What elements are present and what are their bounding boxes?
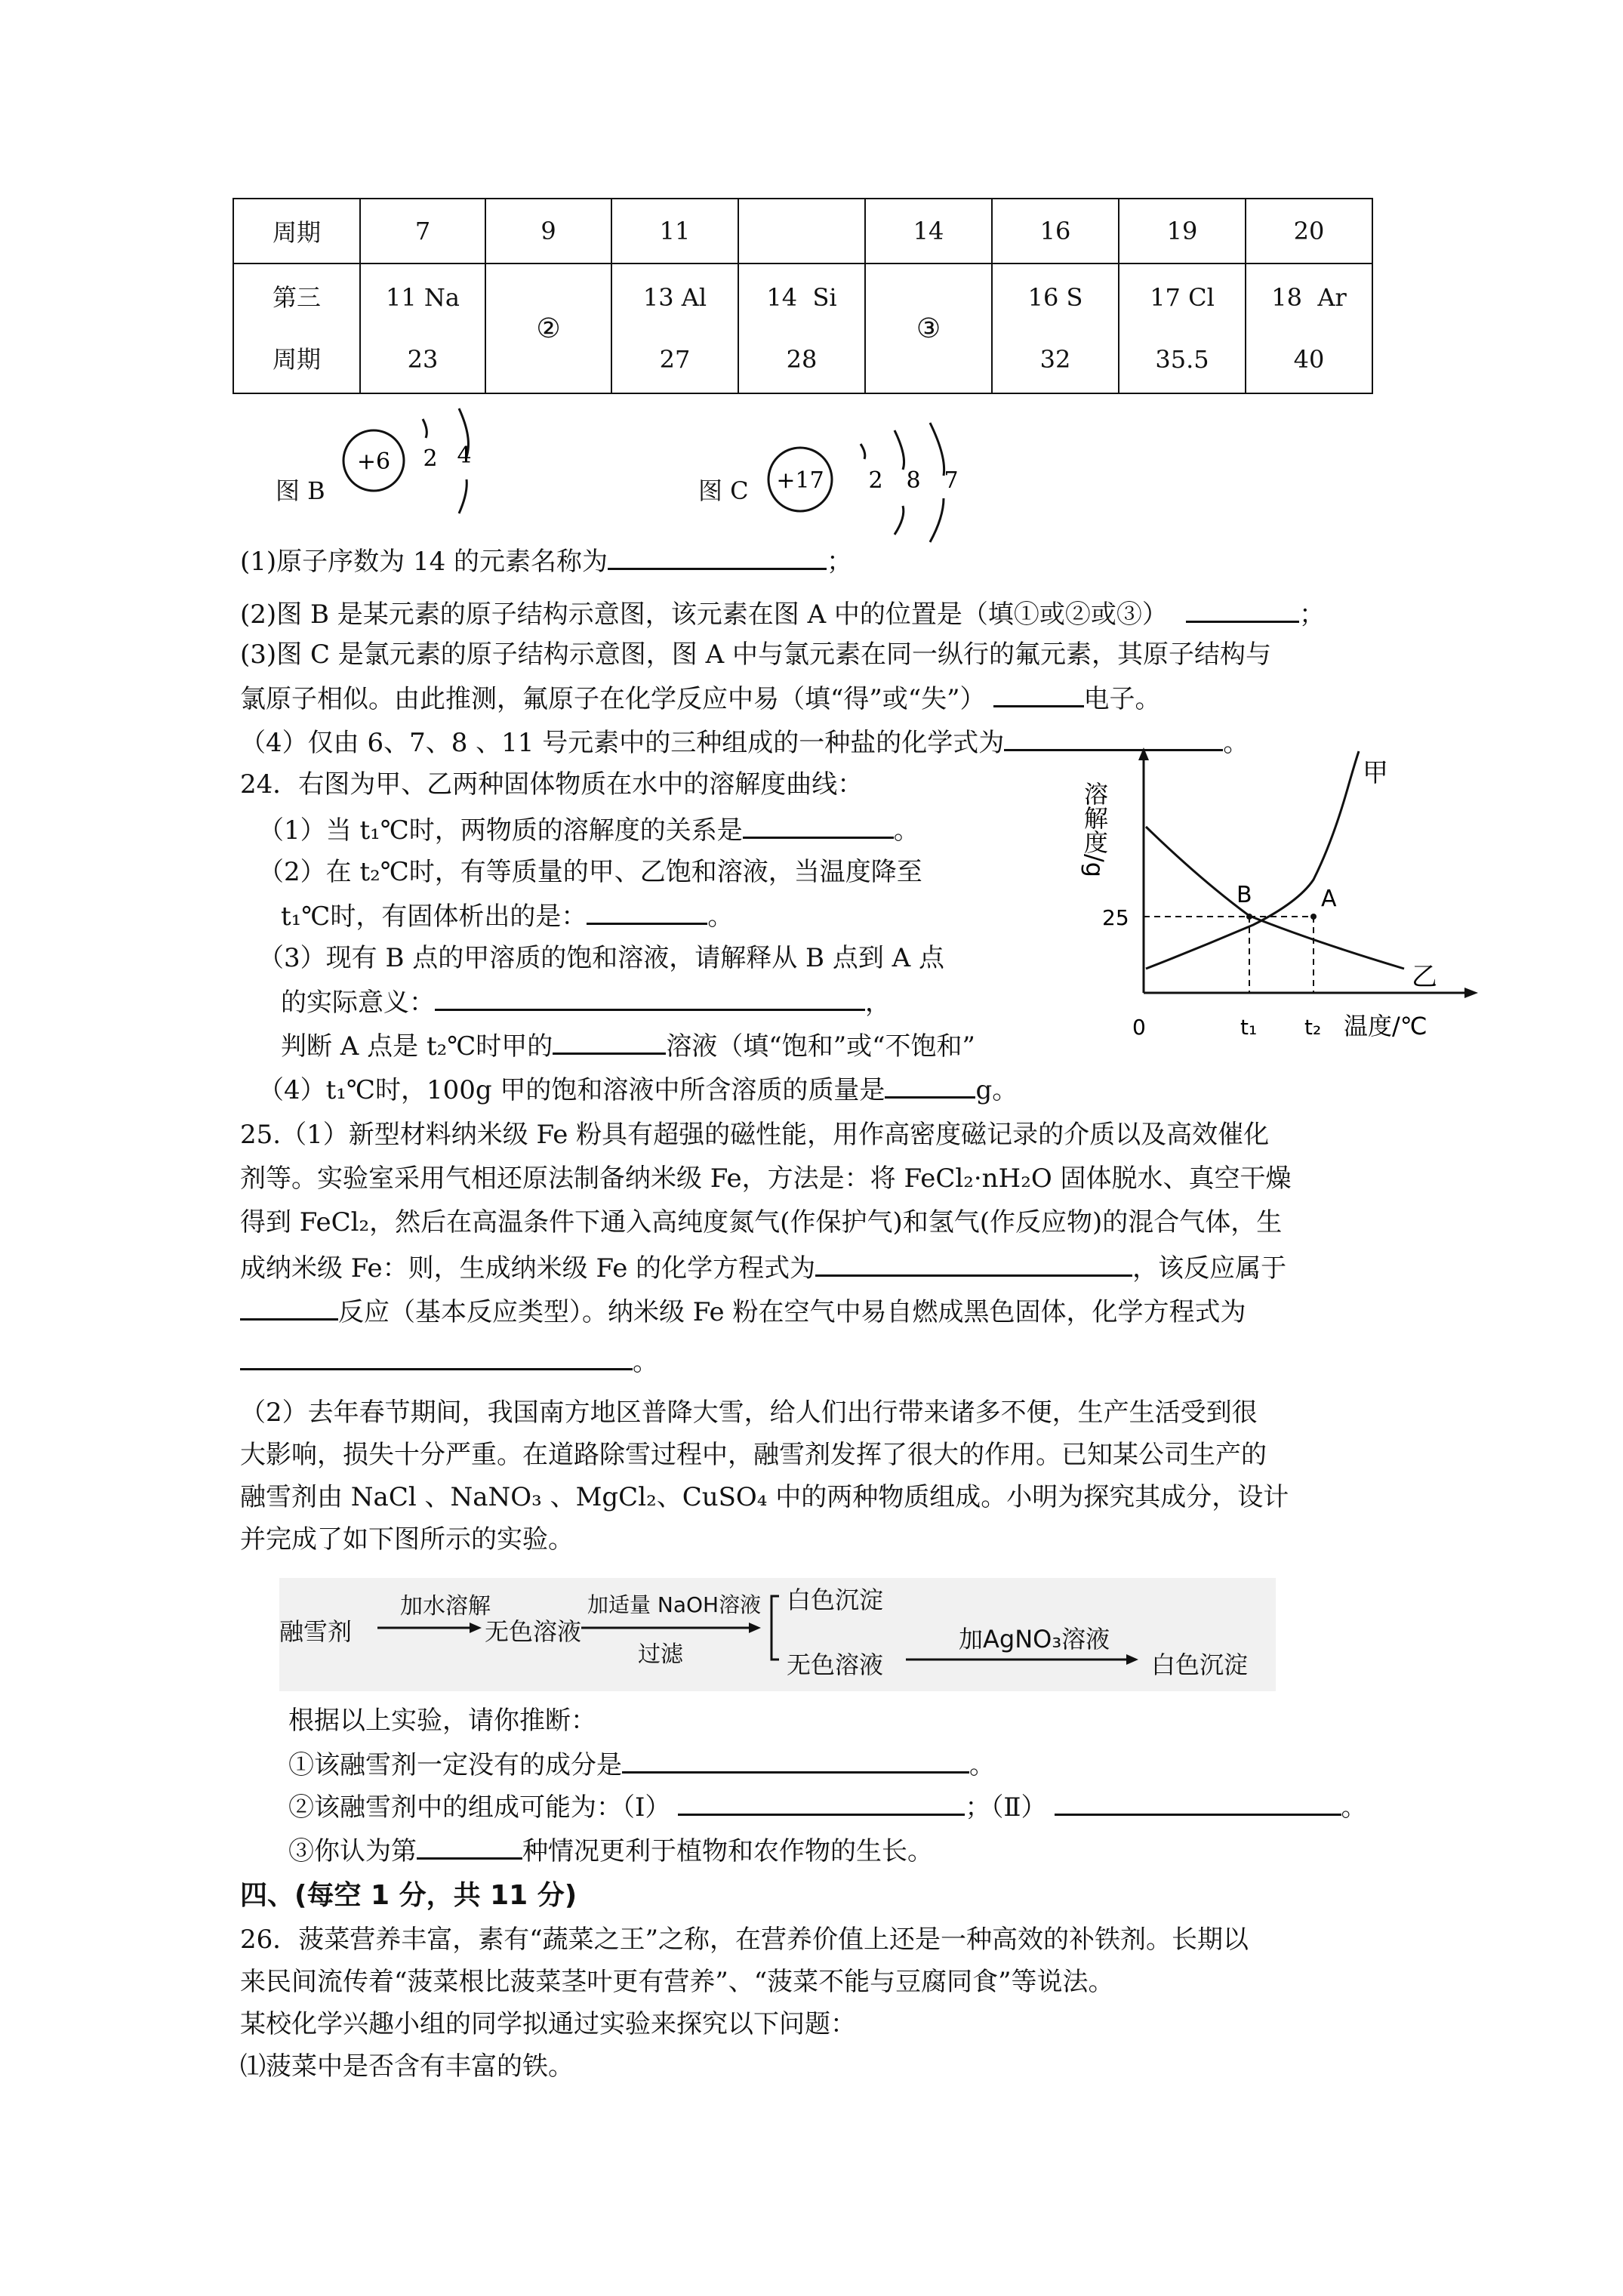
table-cell: ② <box>485 264 611 393</box>
q24-s3c-tail: 溶液（填“饱和”或“不饱和” <box>666 1031 975 1062</box>
answer-blank[interactable] <box>1055 1783 1341 1816</box>
q25b-a1 <box>288 1741 1480 1787</box>
q24-s4-text: （4）t₁℃时，100g 甲的饱和溶液中所含溶质的质量是 <box>258 1075 885 1105</box>
cell-text: 11 Na <box>386 283 460 312</box>
q23-part-3b: 氯原子相似。由此推测，氟原子在化学反应中易（填“得”或“失”） <box>240 684 986 714</box>
answer-blank[interactable] <box>1186 590 1299 623</box>
y-axis-arrow <box>1138 747 1149 760</box>
cell-text: 27 <box>659 345 691 374</box>
fig-c-shell-1: 2 <box>868 467 883 494</box>
point-a <box>1310 914 1317 920</box>
q24-s4 <box>258 1066 1018 1112</box>
flow-step-3: 加AgNO₃溶液 <box>959 1625 1110 1653</box>
table-cell <box>233 264 360 393</box>
q25-p2-line-1: （2）去年春节期间，我国南方地区普降大雪，给人们出行带来诸多不便，生产生活受到很 <box>240 1398 1258 1428</box>
cell-text: 23 <box>407 345 439 374</box>
q25b-intro: 根据以上实验，请你推断： <box>288 1706 596 1736</box>
cell-text: 第三 <box>272 283 321 312</box>
q24-s3a: （3）现有 B 点的甲溶质的饱和溶液，请解释从 B 点到 A 点 <box>258 943 945 973</box>
q23-line-3: (3)图 C 是氯元素的原子结构示意图，图 A 中与氯元素在同一纵行的氟元素，其原子结构与 <box>240 639 1271 670</box>
punct: ， <box>865 988 891 1018</box>
section-4-title: 四、(每空 1 分，共 11 分) <box>240 1880 577 1911</box>
origin-label: 0 <box>1132 1015 1146 1040</box>
table-cell <box>360 264 485 393</box>
flow-step-2: 加适量 NaOH溶液 <box>587 1592 762 1617</box>
fig-b-label: 图 B <box>276 476 325 505</box>
answer-blank[interactable] <box>553 1022 666 1055</box>
y-tick-25: 25 <box>1102 905 1129 930</box>
series-jia-curve <box>1146 751 1359 969</box>
table-cell: 20 <box>1246 199 1372 264</box>
table-cell <box>738 264 865 393</box>
table-cell <box>738 199 865 264</box>
cell-text: 17 Cl <box>1150 283 1215 312</box>
series-yi-curve <box>1146 827 1404 969</box>
fig-c-nucleus: +17 <box>776 467 824 494</box>
q25-l4-text: 成纳米级 Fe：则，生成纳米级 Fe 的化学方程式为 <box>240 1253 816 1284</box>
q25-line-2: 剂等。实验室采用气相还原法制备纳米级 Fe，方法是：将 FeCl₂·nH₂O 固体脱水、真空干燥 <box>240 1163 1292 1194</box>
table-cell: 9 <box>485 199 611 264</box>
experiment-flow-diagram <box>279 1578 1276 1691</box>
punct: ； <box>827 547 853 577</box>
fig-b-atom-diagram <box>332 404 513 517</box>
q23-part-4: （4）仅由 6、7、8 、11 号元素中的三种组成的一种盐的化学式为 <box>240 728 1005 758</box>
answer-blank[interactable] <box>885 1066 975 1099</box>
flow-start: 融雪剂 <box>279 1617 353 1646</box>
q23-line-4 <box>240 675 1480 721</box>
answer-blank[interactable] <box>435 978 865 1011</box>
table-cell <box>1246 264 1372 393</box>
table-cell: 16 <box>992 199 1119 264</box>
cell-text: 14 Si <box>766 283 837 312</box>
flow-output-2: 无色溶液 <box>787 1650 884 1679</box>
flow-output-1: 白色沉淀 <box>787 1586 884 1614</box>
cell-text: 35.5 <box>1155 345 1209 374</box>
cell-text: 40 <box>1293 345 1325 374</box>
q24-s3c-text: 判断 A 点是 t₂℃时甲的 <box>281 1031 553 1062</box>
q24-s3c <box>281 1022 975 1068</box>
periodic-table <box>233 198 1373 394</box>
fig-c-shell-2: 8 <box>906 467 921 494</box>
q24-intro: 24．右图为甲、乙两种固体物质在水中的溶解度曲线： <box>240 769 864 800</box>
answer-blank[interactable] <box>815 1244 1132 1277</box>
fig-c-atom-diagram <box>762 423 981 544</box>
series-yi-label: 乙 <box>1412 962 1437 992</box>
point-b-label: B <box>1236 882 1252 908</box>
q24-s2b-text: t₁℃时，有固体析出的是： <box>281 901 587 932</box>
table-cell: 周期 <box>233 199 360 264</box>
q25-p2-line-3: 融雪剂由 NaCl 、NaNO₃ 、MgCl₂、CuSO₄ 中的两种物质组成。小明为探究其成分，设计 <box>240 1482 1289 1512</box>
q25-l5-text: 反应（基本反应类型）。纳米级 Fe 粉在空气中易自燃成黑色固体，化学方程式为 <box>338 1297 1246 1327</box>
answer-blank[interactable] <box>240 1338 633 1370</box>
q25b-a3-text: ③你认为第 <box>288 1836 417 1866</box>
q25b-a2 <box>288 1783 1367 1829</box>
cell-text: 周期 <box>272 345 321 374</box>
q26-line-1: 26．菠菜营养丰富，素有“蔬菜之王”之称，在营养价值上还是一种高效的补铁剂。长期以 <box>240 1925 1249 1955</box>
q23-part-2: (2)图 B 是某元素的原子结构示意图，该元素在图 A 中的位置是（填①或②或③） <box>240 599 1168 630</box>
q26-line-4: ⑴菠菜中是否含有丰富的铁。 <box>240 2051 574 2082</box>
q25-l4-tail: ，该反应属于 <box>1132 1253 1287 1284</box>
q23-line-1 <box>240 538 1480 584</box>
answer-blank[interactable] <box>622 1741 969 1774</box>
q24-s1 <box>258 806 919 852</box>
fig-b-shell-1: 2 <box>423 445 438 472</box>
fig-b-nucleus: +6 <box>356 448 391 475</box>
q24-s2b <box>281 892 733 938</box>
answer-blank[interactable] <box>993 675 1084 707</box>
table-cell: 14 <box>865 199 992 264</box>
q25b-a3 <box>288 1827 1480 1873</box>
q26-line-3: 某校化学兴趣小组的同学拟通过实验来探究以下问题： <box>240 2009 856 2039</box>
answer-blank[interactable] <box>678 1783 965 1816</box>
x-axis-arrow <box>1464 988 1478 998</box>
table-cell: 19 <box>1119 199 1246 264</box>
q25b-a2-text: ②该融雪剂中的组成可能为：（Ⅰ） <box>288 1792 671 1823</box>
q25b-a3-tail: 种情况更利于植物和农作物的生长。 <box>522 1836 933 1866</box>
q26-line-2: 来民间流传着“菠菜根比菠菜茎叶更有营养”、“菠菜不能与豆腐同食”等说法。 <box>240 1967 1114 1997</box>
table-cell: 7 <box>360 199 485 264</box>
table-cell <box>1119 264 1246 393</box>
q25-line-1: 25.（1）新型材料纳米级 Fe 粉具有超强的磁性能，用作高密度磁记录的介质以及高效催化 <box>240 1120 1270 1150</box>
series-jia-label: 甲 <box>1363 758 1388 788</box>
punct: 电子。 <box>1083 684 1161 714</box>
punct: 。 <box>969 1750 995 1780</box>
table-cell: ③ <box>865 264 992 393</box>
x-tick-t1: t₁ <box>1240 1015 1258 1040</box>
punct: 。 <box>893 815 919 846</box>
flow-step-2b: 过滤 <box>638 1641 683 1668</box>
fig-c-shell-3: 7 <box>944 467 959 494</box>
flow-output-3: 白色沉淀 <box>1151 1650 1249 1679</box>
cell-text: 28 <box>786 345 818 374</box>
q25-line-4 <box>240 1244 1480 1290</box>
q24-s1-text: （1）当 t₁℃时，两物质的溶解度的关系是 <box>258 815 743 846</box>
answer-blank[interactable] <box>743 806 894 839</box>
q24-s3b-text: 的实际意义： <box>281 988 435 1018</box>
point-b <box>1246 914 1252 920</box>
point-a-label: A <box>1321 886 1337 912</box>
flow-step-1: 加水溶解 <box>400 1593 491 1620</box>
y-axis-label: 溶解度/g <box>1080 781 1109 878</box>
q25-line-3: 得到 FeCl₂，然后在高温条件下通入高纯度氮气(作保护气)和氢气(作反应物)的混合气体，生 <box>240 1207 1283 1237</box>
q25-line-6 <box>240 1338 1480 1384</box>
punct: 。 <box>1341 1792 1367 1823</box>
q25b-a1-text: ①该融雪剂一定没有的成分是 <box>288 1750 622 1780</box>
cell-text: 18 Ar <box>1271 283 1347 312</box>
x-tick-t2: t₂ <box>1304 1015 1322 1040</box>
punct: g。 <box>975 1075 1018 1105</box>
solubility-chart <box>1080 744 1517 1061</box>
q24-s2a: （2）在 t₂℃时，有等质量的甲、乙饱和溶液，当温度降至 <box>258 857 922 887</box>
q25-line-5 <box>240 1288 1480 1334</box>
punct: 。 <box>707 901 734 932</box>
q25b-a2-mid: ；（Ⅱ） <box>965 1792 1047 1823</box>
punct: 。 <box>1223 728 1249 758</box>
answer-blank[interactable] <box>417 1827 522 1860</box>
answer-blank[interactable] <box>240 1288 338 1321</box>
table-cell <box>992 264 1119 393</box>
q24-s3b <box>281 978 891 1025</box>
answer-blank[interactable] <box>587 892 707 925</box>
fig-c-label: 图 C <box>698 476 749 505</box>
cell-text: 32 <box>1039 345 1071 374</box>
cell-text: 16 S <box>1027 283 1083 312</box>
fig-b-shell-2: 4 <box>457 442 472 469</box>
q23-part-1: (1)原子序数为 14 的元素名称为 <box>240 547 608 577</box>
table-cell: 11 <box>611 199 738 264</box>
cell-text: 13 Al <box>642 283 707 312</box>
punct: ； <box>1298 599 1325 630</box>
table-cell <box>611 264 738 393</box>
punct: 。 <box>633 1347 658 1377</box>
q25-p2-line-4: 并完成了如下图所示的实验。 <box>240 1524 574 1555</box>
q25-p2-line-2: 大影响，损失十分严重。在道路除雪过程中，融雪剂发挥了很大的作用。已知某公司生产的 <box>240 1440 1267 1470</box>
answer-blank[interactable] <box>608 538 827 570</box>
q23-line-2 <box>240 590 1480 636</box>
x-axis-label: 温度/℃ <box>1344 1012 1427 1040</box>
flow-result-1: 无色溶液 <box>485 1617 582 1646</box>
